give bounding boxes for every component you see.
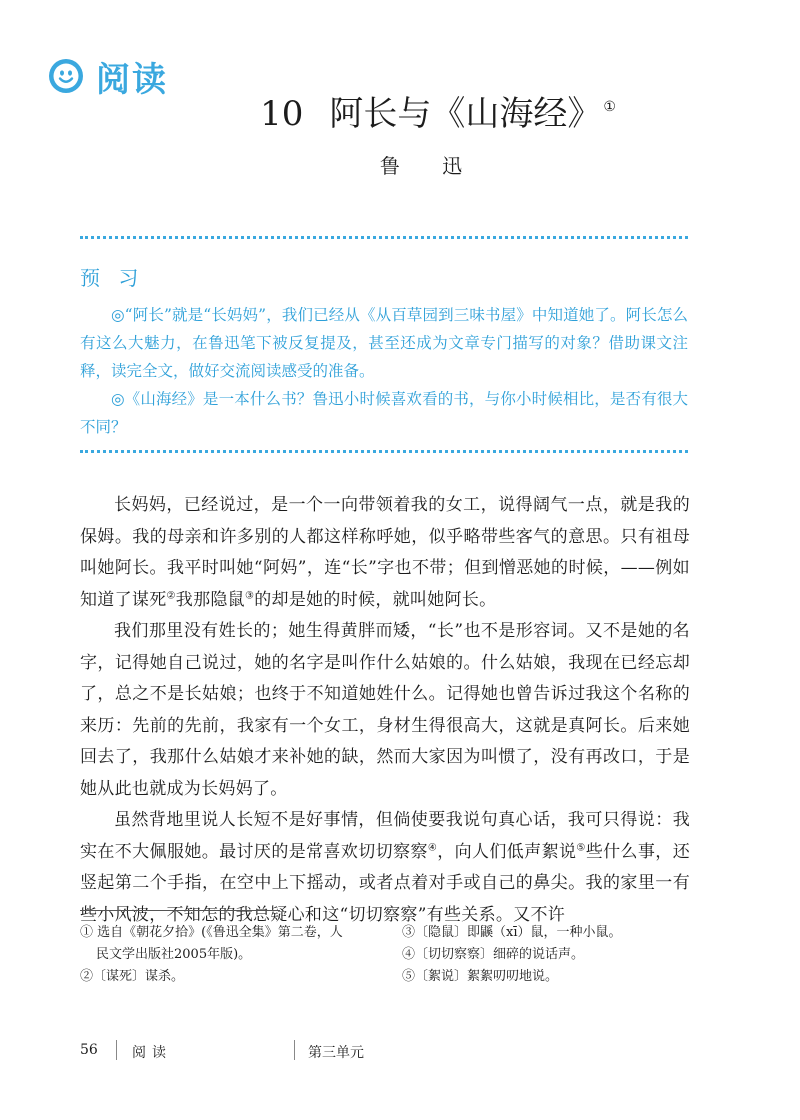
- title-note-mark: ①: [603, 99, 616, 115]
- note-ref-5: ⑤: [576, 841, 586, 853]
- lesson-title-text: 阿长与《山海经》: [329, 94, 602, 134]
- author-name: 鲁 迅: [379, 154, 481, 178]
- footer-section: 阅读: [132, 1045, 172, 1061]
- note-ref-2: ②: [166, 589, 176, 601]
- lesson-title-block: [0, 86, 800, 135]
- preview-box: [80, 262, 688, 441]
- note-ref-3: ③: [244, 589, 255, 601]
- paragraph-1-text-a: 长妈妈，已经说过，是一个一向带领着我的女工，说得阔气一点，就是我的保姆。我的母亲和许多别的人都这样称呼她，似乎略带些客气的意思。只有祖母叫她阿长。我平时叫她“阿妈”，连“长”字也不带；但到憎恶她的时候，——例如知道了谋死: [80, 495, 690, 610]
- article-body: [80, 490, 690, 931]
- footer-unit: 第三单元: [308, 1045, 364, 1061]
- section-label: 阅读: [96, 59, 168, 100]
- paragraph-2: 我们那里没有姓长的；她生得黄胖而矮，“长”也不是形容词。又不是她的名字，记得她自己说过，她的名字是叫作什么姑娘的。什么姑娘，我现在已经忘却了，总之不是长姑娘；也终于不知道她姓什么。记得她也曾告诉过我这个名称的来历：先前的先前，我家有一个女工，身材生得很高大，这就是真阿长。后来她回去了，我那什么姑娘才来补她的缺，然而大家因为叫惯了，没有再改口，于是她从此也就成为长妈妈了。: [80, 621, 690, 799]
- footnote-3: ③〔隐鼠〕即鼷（xī）鼠，一种小鼠。: [402, 925, 622, 940]
- paragraph-3: [80, 805, 690, 931]
- paragraph-1-text-c: 的却是她的时候，就叫她阿长。: [254, 589, 497, 610]
- lesson-title: [260, 86, 616, 135]
- footnotes-left: [80, 922, 370, 988]
- footnote-1: [80, 922, 370, 966]
- footnote-rule: [80, 910, 280, 911]
- preview-paragraph-1: ◎“阿长”就是“长妈妈”，我们已经从《从百草园到三味书屋》中知道她了。阿长怎么有这么大魅力，在鲁迅笔下被反复提及，甚至还成为文章专门描写的对象？借助课文注释，读完全文，做好交流阅读感受的准备。: [80, 306, 688, 380]
- footer-divider-1: [116, 1040, 117, 1060]
- preview-paragraph-2: ◎《山海经》是一本什么书？鲁迅小时候喜欢看的书，与你小时候相比，是否有很大不同？: [80, 390, 688, 436]
- footnotes-right: [402, 922, 692, 988]
- lesson-number: 10: [260, 94, 304, 134]
- footer-divider-2: [294, 1040, 295, 1060]
- paragraph-3-text-c: 些什么事，还竖起第二个手指，在空中上下摇动，或者点着对手或自己的鼻尖。我的家里一有些小风波，不知怎的我总疑心和这“切切察察”有些关系。又不许: [80, 841, 690, 925]
- paragraph-3-text-a: 虽然背地里说人长短不是好事情，但倘使要我说句真心话，我可只得说：我实在不大佩服她。最讨厌的是常喜欢切切察察: [80, 810, 690, 862]
- footnote-1-line-2: 民文学出版社2005年版)。: [96, 947, 252, 962]
- divider-top: [80, 236, 688, 239]
- page-footer: [80, 1038, 700, 1064]
- footnote-1-line-1: ① 选自《朝花夕拾》(《鲁迅全集》第二卷，人: [80, 925, 343, 940]
- footnote-4: ④〔切切察察〕细碎的说话声。: [402, 947, 585, 962]
- paragraph-1-text-b: 我那隐鼠: [175, 589, 245, 610]
- page-number: 56: [80, 1042, 98, 1058]
- paragraph-1: [80, 490, 690, 616]
- paragraph-3-text-b: ，向人们低声絮说: [437, 841, 577, 862]
- footnote-5: ⑤〔絮说〕絮絮叨叨地说。: [402, 969, 559, 984]
- preview-heading: 预 习: [80, 266, 145, 290]
- footnote-2: ②〔谋死〕谋杀。: [80, 969, 185, 984]
- divider-bottom: [80, 450, 688, 453]
- note-ref-4: ④: [427, 841, 438, 853]
